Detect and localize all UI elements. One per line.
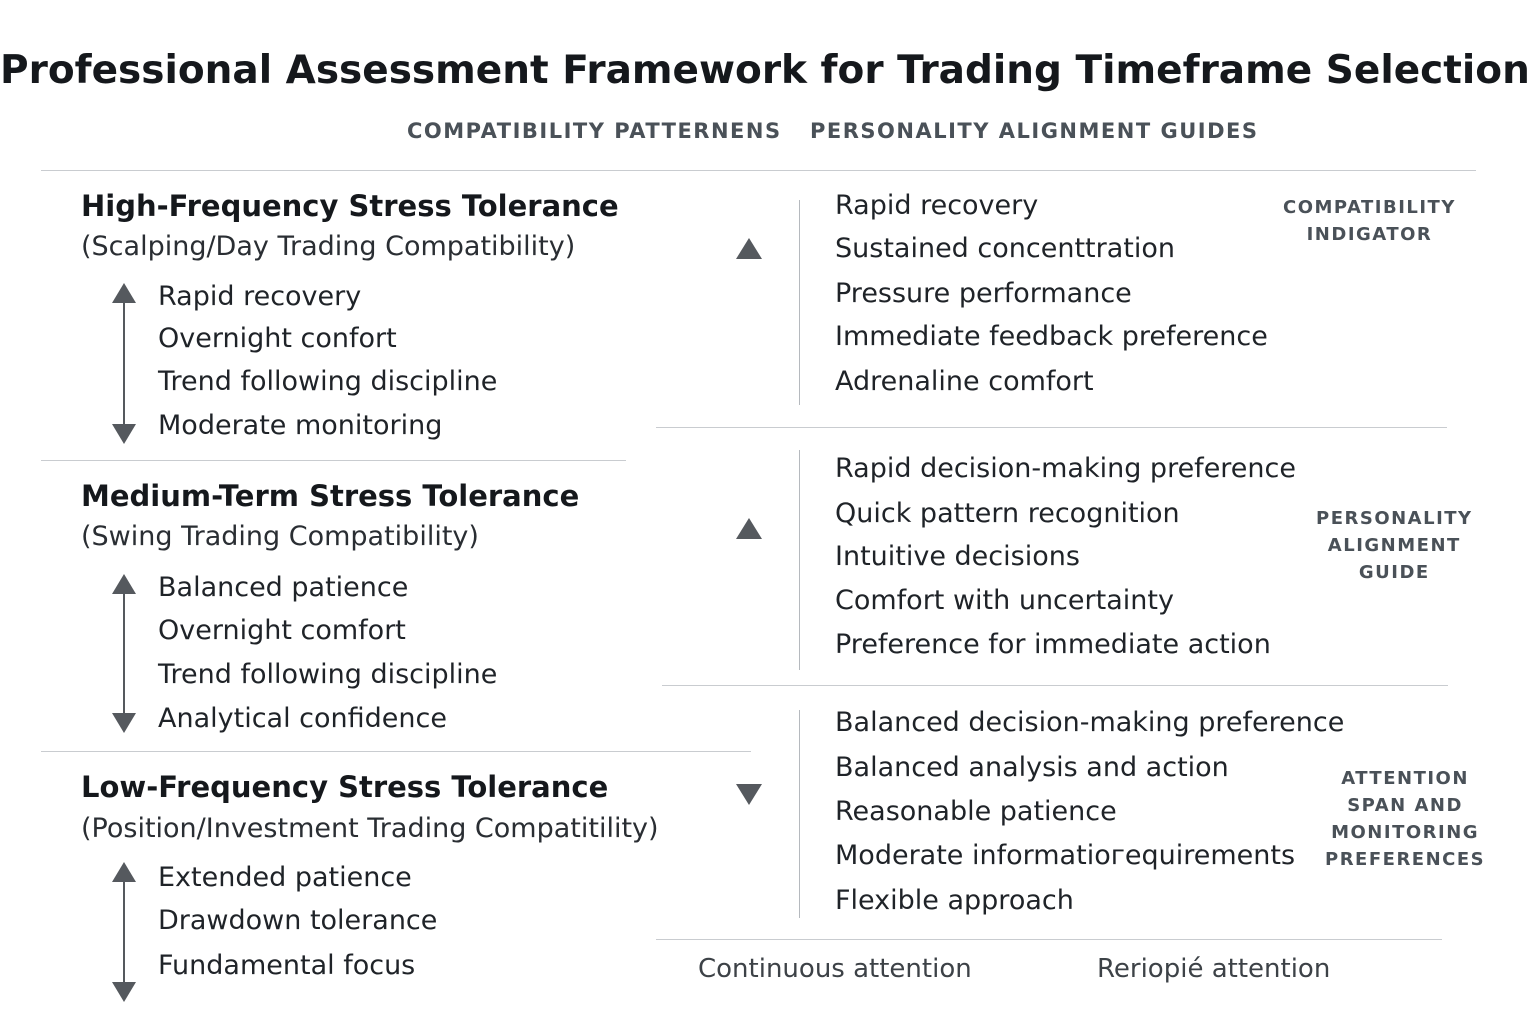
list-item: Rapid recovery: [835, 190, 1039, 221]
list-item: Balanced analysis and action: [835, 752, 1229, 783]
list-item: Trend following discipline: [158, 366, 498, 397]
section-subtitle-low-frequency: (Position/Investment Trading Compatitility): [81, 813, 659, 844]
header-divider: [41, 170, 1476, 171]
subheading-personality: PERSONALITY ALIGNMENT GUIDES: [810, 119, 1259, 143]
footer-periodic-attention: Reriopié attention: [1097, 954, 1331, 984]
column-divider: [799, 710, 800, 918]
list-item: Balanced decision-making preference: [835, 707, 1345, 738]
section-subtitle-medium-term: (Swing Trading Compatibility): [81, 521, 479, 552]
section-divider: [41, 751, 751, 752]
list-item: Rapid decision-making preference: [835, 453, 1296, 484]
list-item: Moderate monitoring: [158, 410, 443, 441]
list-item: Fundamental focus: [158, 950, 416, 981]
list-item: Drawdown tolerance: [158, 905, 438, 936]
double-arrow-icon: [110, 283, 138, 445]
list-item: Flexible approach: [835, 885, 1074, 916]
side-label-personality-alignment-guide: PERSONALITY ALIGNMENT GUIDE: [1316, 508, 1473, 583]
list-item: Trend following discipline: [158, 659, 498, 690]
footer-divider: [656, 939, 1442, 940]
section-divider: [656, 427, 1447, 428]
list-item: Overnight confort: [158, 323, 397, 354]
list-item: Balanced patience: [158, 572, 409, 603]
footer-continuous-attention: Continuous attention: [698, 954, 972, 984]
list-item: Sustained concenttration: [835, 233, 1175, 264]
section-divider: [662, 685, 1448, 686]
list-item: Intuitive decisions: [835, 541, 1080, 572]
column-divider: [799, 450, 800, 670]
section-subtitle-high-frequency: (Scalping/Day Trading Compatibility): [81, 231, 576, 262]
side-label-compatibility-indicator: COMPATIBILITY INDIGATOR: [1283, 197, 1456, 245]
triangle-down-icon: [736, 784, 764, 806]
list-item: Pressure performance: [835, 278, 1132, 309]
double-arrow-icon: [110, 862, 138, 1004]
list-item: Comfort with uncertainty: [835, 585, 1174, 616]
triangle-up-icon: [736, 518, 764, 540]
list-item: Reasonable patience: [835, 796, 1117, 827]
section-title-medium-term: Medium-Term Stress Tolerance: [81, 479, 580, 513]
list-item: Analytical confidence: [158, 703, 447, 734]
section-divider: [41, 460, 626, 461]
list-item: Rapid recovery: [158, 281, 362, 312]
list-item: Preference for immediate action: [835, 629, 1271, 660]
section-title-high-frequency: High-Frequency Stress Tolerance: [81, 189, 619, 223]
page-title: Professional Assessment Framework for Trading Timeframe Selection: [0, 48, 1530, 93]
list-item: Quick pattern recognition: [835, 498, 1180, 529]
section-title-low-frequency: Low-Frequency Stress Tolerance: [81, 770, 609, 804]
double-arrow-icon: [110, 574, 138, 734]
subheading-compatibility: COMPATIBILITY PATTERNENS: [407, 119, 782, 143]
list-item: Immediate feedback preference: [835, 321, 1268, 352]
side-label-attention-span: ATTENTION SPAN AND MONITORING PREFERENCES: [1325, 768, 1486, 870]
column-divider: [799, 200, 800, 405]
list-item: Overnight comfort: [158, 615, 406, 646]
list-item: Adrenaline comfort: [835, 366, 1094, 397]
list-item: Extended patience: [158, 862, 412, 893]
triangle-up-icon: [736, 238, 764, 260]
list-item: Moderate informatioгequirements: [835, 840, 1296, 871]
